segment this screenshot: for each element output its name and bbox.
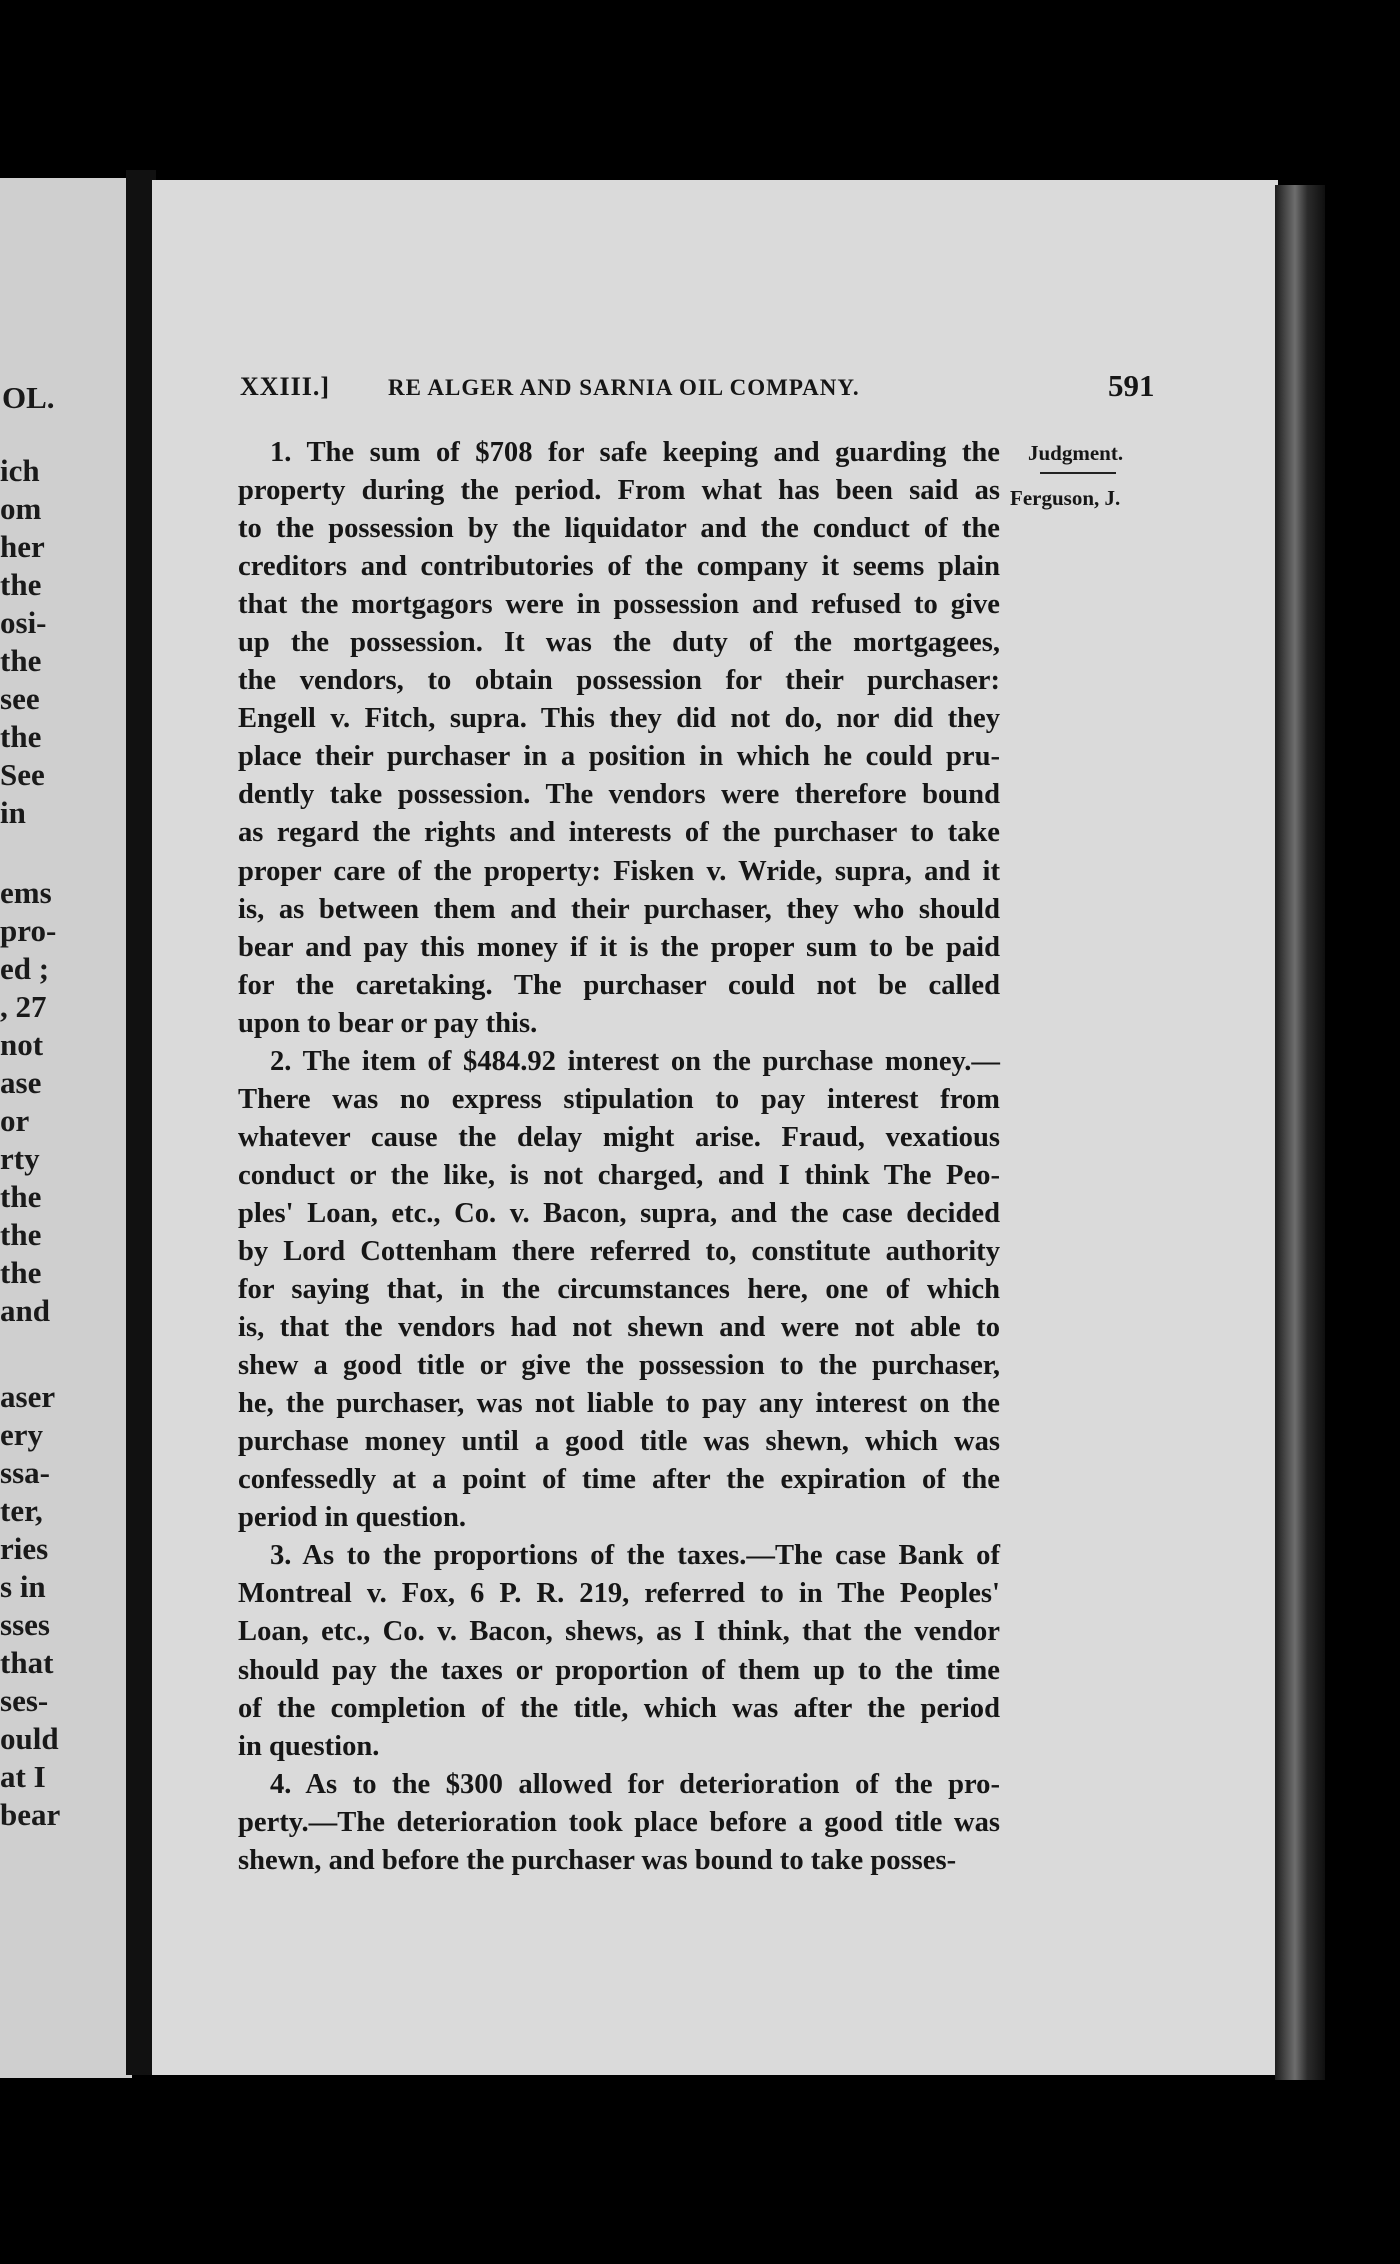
left-page-text-fragment: , 27 bbox=[0, 989, 47, 1024]
left-page-text-fragment: or bbox=[0, 1103, 30, 1138]
text-line: creditors and contributories of the company it seems plain bbox=[238, 551, 1000, 583]
text-line: for saying that, in the circumstances here, one of which bbox=[238, 1274, 1000, 1306]
left-page-text-fragment: ery bbox=[0, 1417, 44, 1452]
text-line: shewn, and before the purchaser was bound to take posses- bbox=[238, 1844, 957, 1876]
left-page-text-fragment: ses- bbox=[0, 1683, 49, 1718]
margin-note-rule bbox=[1040, 472, 1116, 474]
left-page-text-fragment: the bbox=[0, 1179, 42, 1214]
left-page-text-fragment: ries bbox=[0, 1531, 49, 1566]
left-page-text-fragment: OL. bbox=[2, 380, 55, 415]
text-line: by Lord Cottenham there referred to, constitute authority bbox=[238, 1235, 1000, 1267]
text-line: upon to bear or pay this. bbox=[238, 1007, 538, 1039]
margin-note-heading: Judgment. bbox=[1028, 441, 1124, 465]
left-page-text-fragment: not bbox=[0, 1027, 44, 1062]
paragraph bbox=[238, 434, 1000, 1043]
left-page-text-fragment: the bbox=[0, 719, 42, 754]
text-line: confessedly at a point of time after the expiration of the bbox=[238, 1464, 1000, 1496]
margin-note-judge: Ferguson, J. bbox=[1010, 486, 1121, 510]
text-line: There was no express stipulation to pay interest from bbox=[238, 1083, 1000, 1115]
text-line: shew a good title or give the possession to the purchaser, bbox=[238, 1350, 1000, 1382]
text-line: the vendors, to obtain possession for their purchaser: bbox=[238, 665, 1000, 697]
text-line: property during the period. From what has been said as bbox=[238, 475, 1000, 507]
text-line: is, that the vendors had not shewn and were not able to bbox=[238, 1312, 1000, 1344]
text-line: Engell v. Fitch, supra. This they did not do, nor did they bbox=[238, 703, 1000, 735]
left-page-text-fragment: ase bbox=[0, 1065, 42, 1100]
text-line: in question. bbox=[238, 1730, 380, 1762]
text-line: up the possession. It was the duty of the mortgagees, bbox=[238, 627, 1000, 659]
left-page-text-fragment: the bbox=[0, 1217, 42, 1252]
left-page-text-fragment: rty bbox=[0, 1141, 40, 1176]
left-page-text-fragment: see bbox=[0, 681, 40, 716]
text-line: for the caretaking. The purchaser could not be called bbox=[238, 969, 1000, 1001]
page-number: 591 bbox=[1108, 368, 1155, 403]
text-line: purchase money until a good title was shewn, which was bbox=[238, 1426, 1000, 1458]
text-line: of the completion of the title, which was after the period bbox=[238, 1692, 1000, 1724]
text-line: is, as between them and their purchaser, they who should bbox=[238, 893, 1000, 925]
running-head-volume: XXIII.] bbox=[240, 372, 331, 401]
text-line: perty.—The deterioration took place before a good title was bbox=[238, 1806, 1000, 1838]
left-page-text-fragment: ems bbox=[0, 875, 52, 910]
left-page-text-fragment: in bbox=[0, 795, 26, 830]
text-line: place their purchaser in a position in which he could pru- bbox=[238, 741, 1000, 773]
text-line: period in question. bbox=[238, 1502, 467, 1534]
text-line: dently take possession. The vendors were therefore bound bbox=[238, 779, 1000, 811]
text-line: whatever cause the delay might arise. Fraud, vexatious bbox=[238, 1121, 1000, 1153]
text-line: 4. As to the $300 allowed for deterioration of the pro- bbox=[270, 1768, 1000, 1800]
left-page-text-fragment: the bbox=[0, 567, 42, 602]
text-line: should pay the taxes or proportion of them up to the time bbox=[238, 1654, 1000, 1686]
text-line: Montreal v. Fox, 6 P. R. 219, referred to in The Peoples' bbox=[238, 1578, 1000, 1610]
text-line: he, the purchaser, was not liable to pay any interest on the bbox=[238, 1388, 1000, 1420]
left-page-text-fragment: that bbox=[0, 1645, 54, 1680]
text-line: to the possession by the liquidator and the conduct of the bbox=[238, 513, 1000, 545]
left-page-text-fragment: pro- bbox=[0, 913, 57, 948]
left-page-text-fragment: ould bbox=[0, 1721, 59, 1756]
text-line: proper care of the property: Fisken v. Wride, supra, and it bbox=[238, 855, 1000, 887]
text-line: Loan, etc., Co. v. Bacon, shews, as I think, that the vendor bbox=[238, 1616, 1000, 1648]
paragraph bbox=[238, 1537, 1000, 1765]
text-line: that the mortgagors were in possession and refused to give bbox=[238, 589, 1000, 621]
left-page-text-fragment: ter, bbox=[0, 1493, 43, 1528]
page-body bbox=[238, 434, 1000, 1880]
text-line: ples' Loan, etc., Co. v. Bacon, supra, and the case decided bbox=[238, 1197, 1000, 1229]
left-page-text-fragment: s in bbox=[0, 1569, 46, 1604]
paragraph bbox=[238, 1043, 1000, 1538]
text-line: conduct or the like, is not charged, and I think The Peo- bbox=[238, 1159, 1000, 1191]
running-head-title: RE ALGER AND SARNIA OIL COMPANY. bbox=[388, 375, 860, 400]
left-page-text-fragment: aser bbox=[0, 1379, 56, 1414]
text-line: 2. The item of $484.92 interest on the purchase money.— bbox=[270, 1045, 1000, 1077]
left-page-text-fragment: and bbox=[0, 1293, 50, 1328]
text-line: 1. The sum of $708 for safe keeping and guarding the bbox=[270, 437, 1000, 468]
left-page-text-fragment: at I bbox=[0, 1759, 46, 1794]
left-page-text-fragment: om bbox=[0, 491, 42, 526]
left-page-text-fragment: bear bbox=[0, 1797, 61, 1832]
text-line: bear and pay this money if it is the proper sum to be paid bbox=[238, 931, 1000, 963]
left-page-text-fragment: her bbox=[0, 529, 45, 564]
page-edge-stack bbox=[1275, 185, 1325, 2080]
left-page-text-fragment: sses bbox=[0, 1607, 50, 1642]
text-line: as regard the rights and interests of the purchaser to take bbox=[238, 817, 1000, 849]
left-page-text-fragment: the bbox=[0, 1255, 42, 1290]
left-page-edge bbox=[0, 178, 132, 2078]
left-page-text-fragment: ssa- bbox=[0, 1455, 50, 1490]
left-page-text-fragment: ed ; bbox=[0, 951, 50, 986]
left-page-text-fragment: the bbox=[0, 643, 42, 678]
paragraph bbox=[238, 1766, 1000, 1880]
text-line: 3. As to the proportions of the taxes.—The case Bank of bbox=[270, 1540, 1000, 1572]
left-page-text-fragment: See bbox=[0, 757, 45, 792]
left-page-text-fragment: ich bbox=[0, 453, 40, 488]
left-page-text-fragment: osi- bbox=[0, 605, 47, 640]
